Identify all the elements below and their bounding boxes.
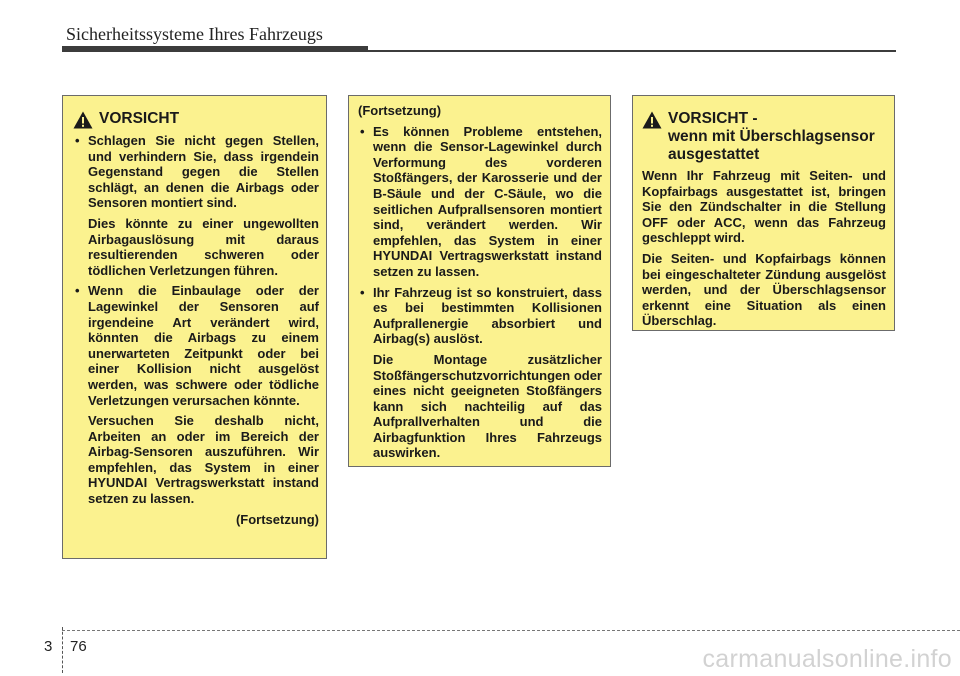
header-rule — [368, 50, 896, 52]
page-header-title: Sicherheitssysteme Ihres Fahrzeugs — [66, 24, 323, 44]
continued-label: (Fortsetzung) — [235, 511, 319, 527]
caution-title: VORSICHT - — [668, 110, 758, 127]
bullet-continuation: Die Montage zusätzlicher Stoßfängerschutzvorrichtungen oder eines nicht geeigneten Stoßfängers kann sich nachteilig auf das Aufprallverhalten und die Airbagfunktion Ihres Fahrzeugs auswirken. — [373, 351, 602, 461]
caution-paragraph: Die Seiten- und Kopfairbags können bei eingeschalteter Zündung ausgelöst werden, und der Überschlagsensor erkennt eine Situation als einen Überschlag. — [642, 250, 886, 329]
caution-title: VORSICHT — [99, 110, 180, 127]
header-bar — [62, 46, 368, 52]
footer-rule — [62, 630, 960, 631]
caution-title-row — [642, 110, 886, 164]
caution-box-3 — [632, 95, 895, 331]
page-number: 76 — [70, 638, 87, 655]
caution-subtitle: wenn mit Überschlagsensor ausgestattet — [668, 128, 875, 163]
warning-triangle-icon — [642, 111, 662, 129]
bullet-item: • Es können Probleme entstehen, wenn die Sensor-Lagewinkel durch Verformung des vorderen Stoßfängers, der Karosserie und der B-Säule und der C-Säule, wo die seitlichen Aufprallsensoren montiert sind, verändert werden. Wir empfehlen, das System in einer HYUNDAI Vertragswerkstatt instand setzen zu lassen. — [358, 124, 602, 280]
warning-triangle-icon — [73, 111, 93, 129]
bullet-continuation: Dies könnte zu einer ungewollten Airbagauslösung mit daraus resultierenden schweren oder tödlichen Verletzungen führen. — [88, 215, 319, 278]
caution-box-2 — [348, 95, 611, 467]
bullet-item: • Schlagen Sie nicht gegen Stellen, und verhindern Sie, dass irgendein Gegenstand gegen die Stellen schlägt, an denen die Airbags oder Sensoren montiert sind. — [73, 133, 319, 211]
chapter-number: 3 — [44, 638, 53, 655]
bullet-item: • Ihr Fahrzeug ist so konstruiert, dass es bei bestimmten Kollisionen Aufprallenergie absorbiert und Airbag(s) auslöst. — [358, 285, 602, 347]
caution-title-row — [73, 110, 319, 129]
continued-label: (Fortsetzung) — [358, 103, 442, 118]
watermark-text: carmanualsonline.info — [702, 645, 952, 673]
bullet-item: • Wenn die Einbaulage oder der Lagewinkel der Sensoren auf irgendeine Art verändert wird, könnten die Airbags zu einem unerwarteten Zeitpunkt oder bei einer Kollision nicht ausgelöst werden, was schwere oder tödliche Verletzungen verursachen könnte. — [73, 283, 319, 408]
caution-paragraph: Wenn Ihr Fahrzeug mit Seiten- und Kopfairbags ausgestattet ist, bringen Sie den Zündschalter in die Stellung OFF oder ACC, wenn das Fahrzeug geschleppt wird. — [642, 168, 886, 246]
bullet-continuation: Versuchen Sie deshalb nicht, Arbeiten an oder im Bereich der Airbag-Sensoren auszuführen. Wir empfehlen, das System in einer HYUNDAI Vertragswerkstatt instand setzen zu lassen. — [88, 413, 319, 507]
footer-separator — [62, 627, 63, 673]
caution-box-1 — [62, 95, 327, 559]
